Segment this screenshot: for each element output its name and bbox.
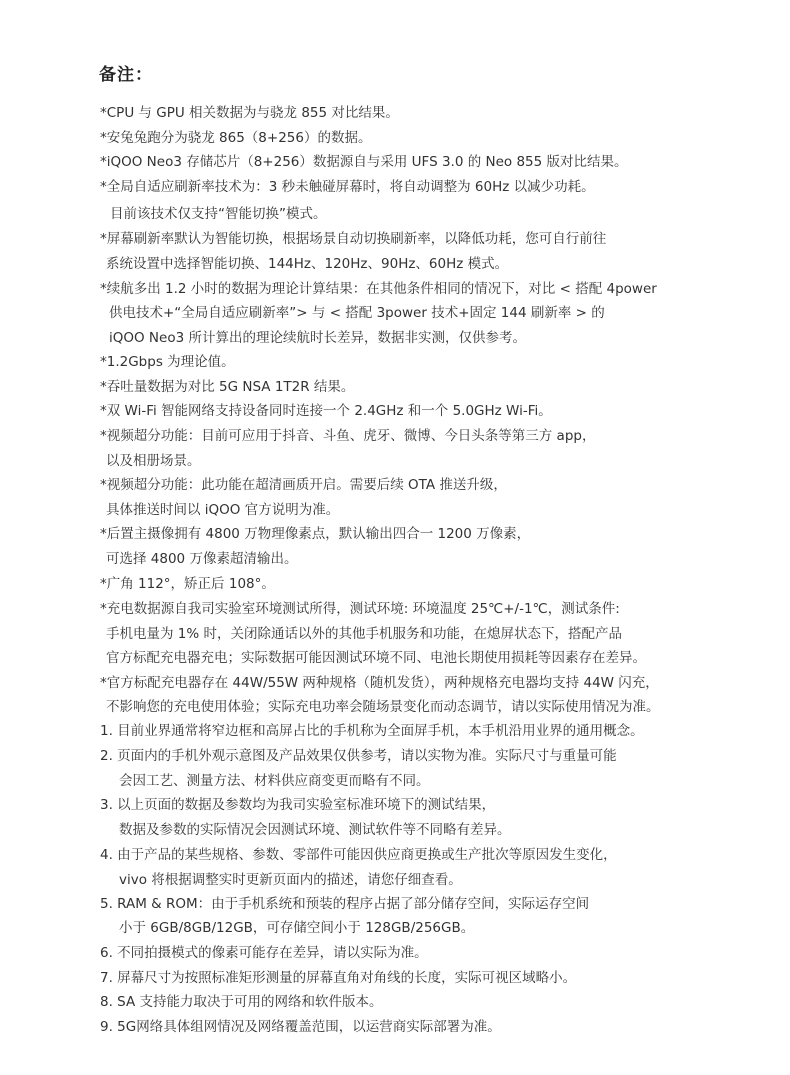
note-line: 5. RAM & ROM：由于手机系统和预装的程序占据了部分储存空间，实际运存空间 — [100, 896, 590, 912]
note-line: *后置主摄像拥有 4800 万物理像素点，默认输出四合一 1200 万像素， — [100, 526, 531, 542]
note-line: *双 Wi-Fi 智能网络支持设备同时连接一个 2.4GHz 和一个 5.0GHz Wi-Fi。 — [100, 403, 552, 419]
note-line: *CPU 与 GPU 相关数据为与骁龙 855 对比结果。 — [100, 105, 399, 121]
note-line: iQOO Neo3 所计算出的理论续航时长差异，数据非实测，仅供参考。 — [109, 330, 526, 346]
note-line: *吞吐量数据为对比 5G NSA 1T2R 结果。 — [100, 379, 355, 395]
note-line: *充电数据源自我司实验室环境测试所得，测试环境: 环境温度 25℃+/-1℃，测试条件: — [100, 601, 620, 617]
note-line: 可选择 4800 万像素超清输出。 — [106, 551, 298, 567]
note-line: 具体推送时间以 iQOO 官方说明为准。 — [106, 502, 340, 518]
note-line: vivo 将根据调整实时更新页面内的描述，请您仔细查看。 — [119, 872, 462, 888]
note-line: 系统设置中选择智能切换、144Hz、120Hz、90Hz、60Hz 模式。 — [106, 256, 509, 272]
note-line: *iQOO Neo3 存储芯片（8+256）数据源自与采用 UFS 3.0 的 Neo 855 版对比结果。 — [100, 154, 628, 170]
note-line: 官方标配充电器充电；实际数据可能因测试环境不同、电池长期使用损耗等因素存在差异。 — [106, 650, 646, 666]
note-line: 供电技术+“全局自适应刷新率”> 与 < 搭配 3power 技术+固定 144 刷新率 > 的 — [109, 305, 605, 321]
note-line: *安兔兔跑分为骁龙 865（8+256）的数据。 — [100, 130, 372, 146]
note-line: 2. 页面内的手机外观示意图及产品效果仅供参考，请以实物为准。实际尺寸与重量可能 — [100, 748, 617, 764]
note-line: 不影响您的充电使用体验；实际充电功率会随场景变化而动态调节，请以实际使用情况为准。 — [106, 699, 660, 715]
note-line: *视频超分功能：此功能在超清画质开启。需要后续 OTA 推送升级， — [100, 477, 507, 493]
note-line: 7. 屏幕尺寸为按照标准矩形测量的屏幕直角对角线的长度，实际可视区域略小。 — [100, 970, 577, 986]
note-line: 1. 目前业界通常将窄边框和高屏占比的手机称为全面屏手机，本手机沿用业界的通用概念。 — [100, 723, 644, 739]
note-line: *全局自适应刷新率技术为：3 秒未触碰屏幕时，将自动调整为 60Hz 以减少功耗。 — [100, 179, 595, 195]
note-line: *视频超分功能：目前可应用于抖音、斗鱼、虎牙、微博、今日头条等第三方 app， — [100, 428, 596, 444]
note-line: *屏幕刷新率默认为智能切换，根据场景自动切换刷新率，以降低功耗，您可自行前往 — [100, 231, 607, 247]
note-line: 9. 5G网络具体组网情况及网络覆盖范围，以运营商实际部署为准。 — [100, 1019, 501, 1035]
note-line: 6. 不同拍摄模式的像素可能存在差异，请以实际为准。 — [100, 945, 428, 961]
note-line: 会因工艺、测量方法、材料供应商变更而略有不同。 — [119, 773, 430, 789]
note-line: *广角 112°，矫正后 108°。 — [100, 576, 275, 592]
note-line: 8. SA 支持能力取决于可用的网络和软件版本。 — [100, 994, 383, 1010]
note-line: 手机电量为 1% 时，关闭除通话以外的其他手机服务和功能，在熄屏状态下，搭配产品 — [106, 626, 622, 642]
note-line: *官方标配充电器存在 44W/55W 两种规格（随机发货），两种规格充电器均支持 44W 闪充， — [100, 675, 659, 691]
notes-title: 备注： — [99, 65, 153, 85]
note-line: 数据及参数的实际情况会因测试环境、测试软件等不同略有差异。 — [119, 822, 511, 838]
note-line: 3. 以上页面的数据及参数均为我司实验室标准环境下的测试结果， — [100, 797, 496, 813]
note-line: 以及相册场景。 — [106, 453, 201, 469]
note-line: *1.2Gbps 为理论值。 — [100, 354, 235, 370]
note-line: 4. 由于产品的某些规格、参数、零部件可能因供应商更换或生产批次等原因发生变化， — [100, 847, 617, 863]
note-line: 目前该技术仅支持“智能切换”模式。 — [110, 206, 327, 222]
note-line: 小于 6GB/8GB/12GB，可存储空间小于 128GB/256GB。 — [119, 920, 475, 936]
note-line: *续航多出 1.2 小时的数据为理论计算结果：在其他条件相同的情况下，对比 < 搭配 4power — [100, 281, 657, 297]
